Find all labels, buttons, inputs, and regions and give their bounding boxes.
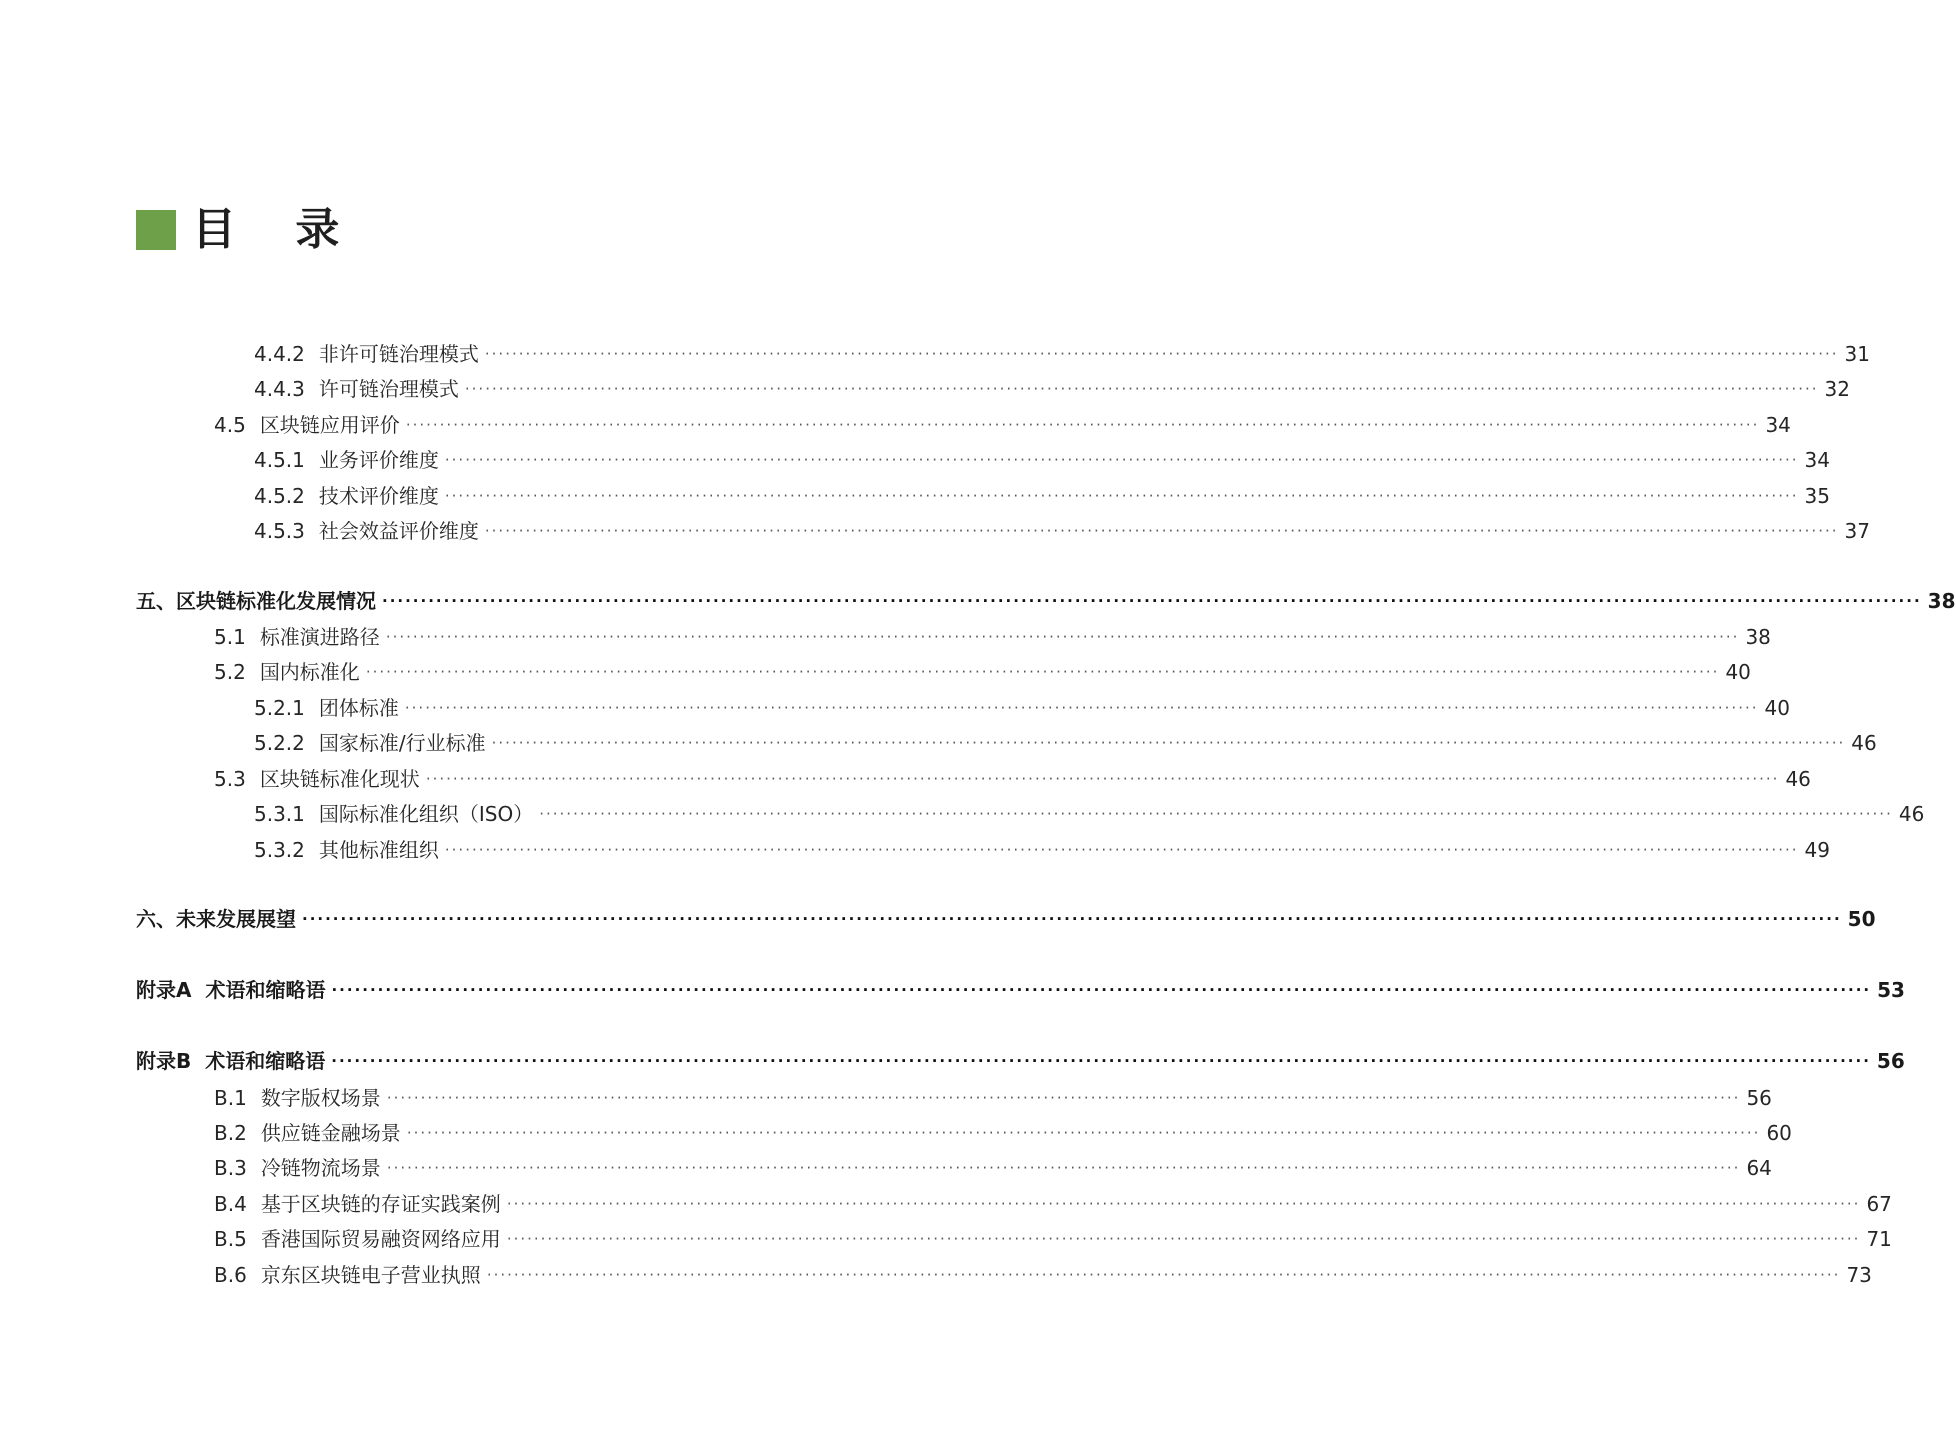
toc-page-number: 46 xyxy=(1785,767,1811,791)
toc-chapter-entry[interactable] xyxy=(136,904,1876,934)
toc-entry-number: 5.3.2 xyxy=(254,838,305,862)
toc-entry[interactable] xyxy=(254,835,1830,865)
dot-leader: ········································································································································································································ xyxy=(331,981,1872,999)
toc-entry[interactable] xyxy=(214,1224,1892,1254)
toc-page-number: 40 xyxy=(1764,696,1790,720)
toc-entry[interactable] xyxy=(214,1083,1772,1113)
toc-entry-title: 京东区块链电子营业执照 xyxy=(260,1263,481,1287)
toc-entry[interactable] xyxy=(254,445,1830,475)
toc-page-number: 35 xyxy=(1804,484,1830,508)
dot-leader: ········································································································································································································ xyxy=(404,699,1759,717)
toc-entry-title: 标准演进路径 xyxy=(259,625,380,649)
toc-entry[interactable] xyxy=(214,622,1771,652)
toc-page-number: 49 xyxy=(1804,838,1830,862)
toc-entry[interactable] xyxy=(214,1189,1892,1219)
toc-chapter-entry[interactable] xyxy=(136,1046,1905,1076)
dot-leader: ········································································································································································································ xyxy=(386,1089,1741,1107)
toc-entry-title: 其他标准组织 xyxy=(318,838,439,862)
toc-page-number: 40 xyxy=(1725,660,1751,684)
toc-page-number: 56 xyxy=(1746,1086,1772,1110)
toc-chapter-entry[interactable] xyxy=(136,586,1956,616)
toc-entry-number: B.4 xyxy=(214,1192,247,1216)
toc-page-number: 73 xyxy=(1846,1263,1872,1287)
toc-entry-title: 未来发展展望 xyxy=(176,907,296,931)
toc-entry-title: 区块链标准化发展情况 xyxy=(176,589,376,613)
toc-entry-number: B.5 xyxy=(214,1227,247,1251)
toc-entry-number: 4.5.3 xyxy=(254,519,305,543)
dot-leader: ········································································································································································································ xyxy=(405,416,1760,434)
dot-leader: ········································································································································································································ xyxy=(491,734,1846,752)
toc-entry-title: 数字版权场景 xyxy=(260,1086,381,1110)
toc-entry-title: 技术评价维度 xyxy=(318,484,439,508)
toc-entry[interactable] xyxy=(214,1118,1792,1148)
dot-leader: ········································································································································································································ xyxy=(425,770,1780,788)
dot-leader: ········································································································································································································ xyxy=(486,1266,1841,1284)
dot-leader: ········································································································································································································ xyxy=(444,487,1799,505)
toc-entry-title: 非许可链治理模式 xyxy=(318,342,479,366)
toc-entry[interactable] xyxy=(254,693,1790,723)
toc-page-number: 38 xyxy=(1745,625,1771,649)
toc-entry-title: 业务评价维度 xyxy=(318,448,439,472)
dot-leader: ········································································································································································································ xyxy=(484,522,1839,540)
toc-entry[interactable] xyxy=(254,374,1850,404)
toc-entry-number: 5.2 xyxy=(214,660,246,684)
toc-entry[interactable] xyxy=(214,1260,1872,1290)
toc-entry-number: 附录B xyxy=(136,1049,192,1073)
toc-page-number: 53 xyxy=(1877,978,1905,1002)
toc-entry-title: 许可链治理模式 xyxy=(318,377,459,401)
toc-entry-number: B.3 xyxy=(214,1156,247,1180)
toc-entry-number: 五、 xyxy=(136,589,176,613)
dot-leader: ········································································································································································································ xyxy=(302,910,1842,928)
toc-page-number: 32 xyxy=(1824,377,1850,401)
toc-entry-number: 5.1 xyxy=(214,625,246,649)
toc-entry-number: 5.2.2 xyxy=(254,731,305,755)
dot-leader: ········································································································································································································ xyxy=(484,345,1839,363)
dot-leader: ········································································································································································································ xyxy=(385,628,1740,646)
toc-entry-title: 术语和缩略语 xyxy=(205,1049,326,1073)
toc-chapter-entry[interactable] xyxy=(136,975,1905,1005)
toc-entry-number: 4.5 xyxy=(214,413,246,437)
dot-leader: ········································································································································································································ xyxy=(464,380,1819,398)
toc-entry-number: 六、 xyxy=(136,907,176,931)
toc-page-number: 46 xyxy=(1851,731,1877,755)
page-title: 目 录 xyxy=(192,204,362,255)
toc-page-number: 64 xyxy=(1746,1156,1772,1180)
toc-entry-title: 国家标准/行业标准 xyxy=(318,731,486,755)
toc-page-number: 67 xyxy=(1866,1192,1892,1216)
toc-entry-number: 4.5.1 xyxy=(254,448,305,472)
toc-entry-number: 4.4.2 xyxy=(254,342,305,366)
toc-page-number: 34 xyxy=(1804,448,1830,472)
toc-entry[interactable] xyxy=(214,1153,1772,1183)
dot-leader: ········································································································································································································ xyxy=(365,663,1720,681)
dot-leader: ········································································································································································································ xyxy=(506,1230,1861,1248)
toc-page-number: 50 xyxy=(1847,907,1876,931)
dot-leader: ········································································································································································································ xyxy=(444,451,1799,469)
toc-entry[interactable] xyxy=(254,516,1870,546)
toc-page-number: 37 xyxy=(1844,519,1870,543)
toc-page-number: 38 xyxy=(1927,589,1956,613)
toc-entry-title: 团体标准 xyxy=(318,696,399,720)
toc-entry[interactable] xyxy=(214,764,1811,794)
toc-entry-title: 供应链金融场景 xyxy=(260,1121,401,1145)
toc-entry-number: 5.3.1 xyxy=(254,802,305,826)
toc-entry-number: 4.5.2 xyxy=(254,484,305,508)
dot-leader: ········································································································································································································ xyxy=(444,841,1799,859)
dot-leader: ········································································································································································································ xyxy=(406,1124,1761,1142)
toc-entry-title: 区块链应用评价 xyxy=(259,413,400,437)
toc-entry-number: B.6 xyxy=(214,1263,247,1287)
dot-leader: ········································································································································································································ xyxy=(506,1195,1861,1213)
dot-leader: ········································································································································································································ xyxy=(331,1052,1871,1070)
toc-entry-number: B.1 xyxy=(214,1086,247,1110)
toc-page-number: 71 xyxy=(1866,1227,1892,1251)
toc-entry-title: 基于区块链的存证实践案例 xyxy=(260,1192,501,1216)
toc-page-number: 46 xyxy=(1898,802,1925,826)
toc-page-number: 56 xyxy=(1876,1049,1905,1073)
toc-page-number: 34 xyxy=(1765,413,1791,437)
toc-entry[interactable] xyxy=(254,728,1877,758)
toc-entry-title: 术语和缩略语 xyxy=(205,978,326,1002)
toc-page-number: 60 xyxy=(1766,1121,1792,1145)
toc-entry[interactable] xyxy=(254,339,1870,369)
dot-leader: ········································································································································································································ xyxy=(382,592,1922,610)
toc-entry-number: 5.2.1 xyxy=(254,696,305,720)
toc-page-number: 31 xyxy=(1844,342,1870,366)
toc-entry-title: 国内标准化 xyxy=(259,660,360,684)
toc-entry[interactable] xyxy=(254,799,1925,829)
dot-leader: ········································································································································································································ xyxy=(539,805,1893,823)
toc-entry[interactable] xyxy=(214,657,1751,687)
toc-entry-title: 区块链标准化现状 xyxy=(259,767,420,791)
toc-entry-title: 冷链物流场景 xyxy=(260,1156,381,1180)
toc-entry-number: 5.3 xyxy=(214,767,246,791)
toc-entry-title: 香港国际贸易融资网络应用 xyxy=(260,1227,501,1251)
toc-entry-title: 国际标准化组织（ISO） xyxy=(318,802,534,826)
toc-entry-title: 社会效益评价维度 xyxy=(318,519,479,543)
toc-entry-number: B.2 xyxy=(214,1121,247,1145)
toc-entry[interactable] xyxy=(254,481,1830,511)
toc-entry-number: 附录A xyxy=(136,978,192,1002)
dot-leader: ········································································································································································································ xyxy=(386,1159,1741,1177)
toc-entry[interactable] xyxy=(214,410,1791,440)
toc-entry-number: 4.4.3 xyxy=(254,377,305,401)
